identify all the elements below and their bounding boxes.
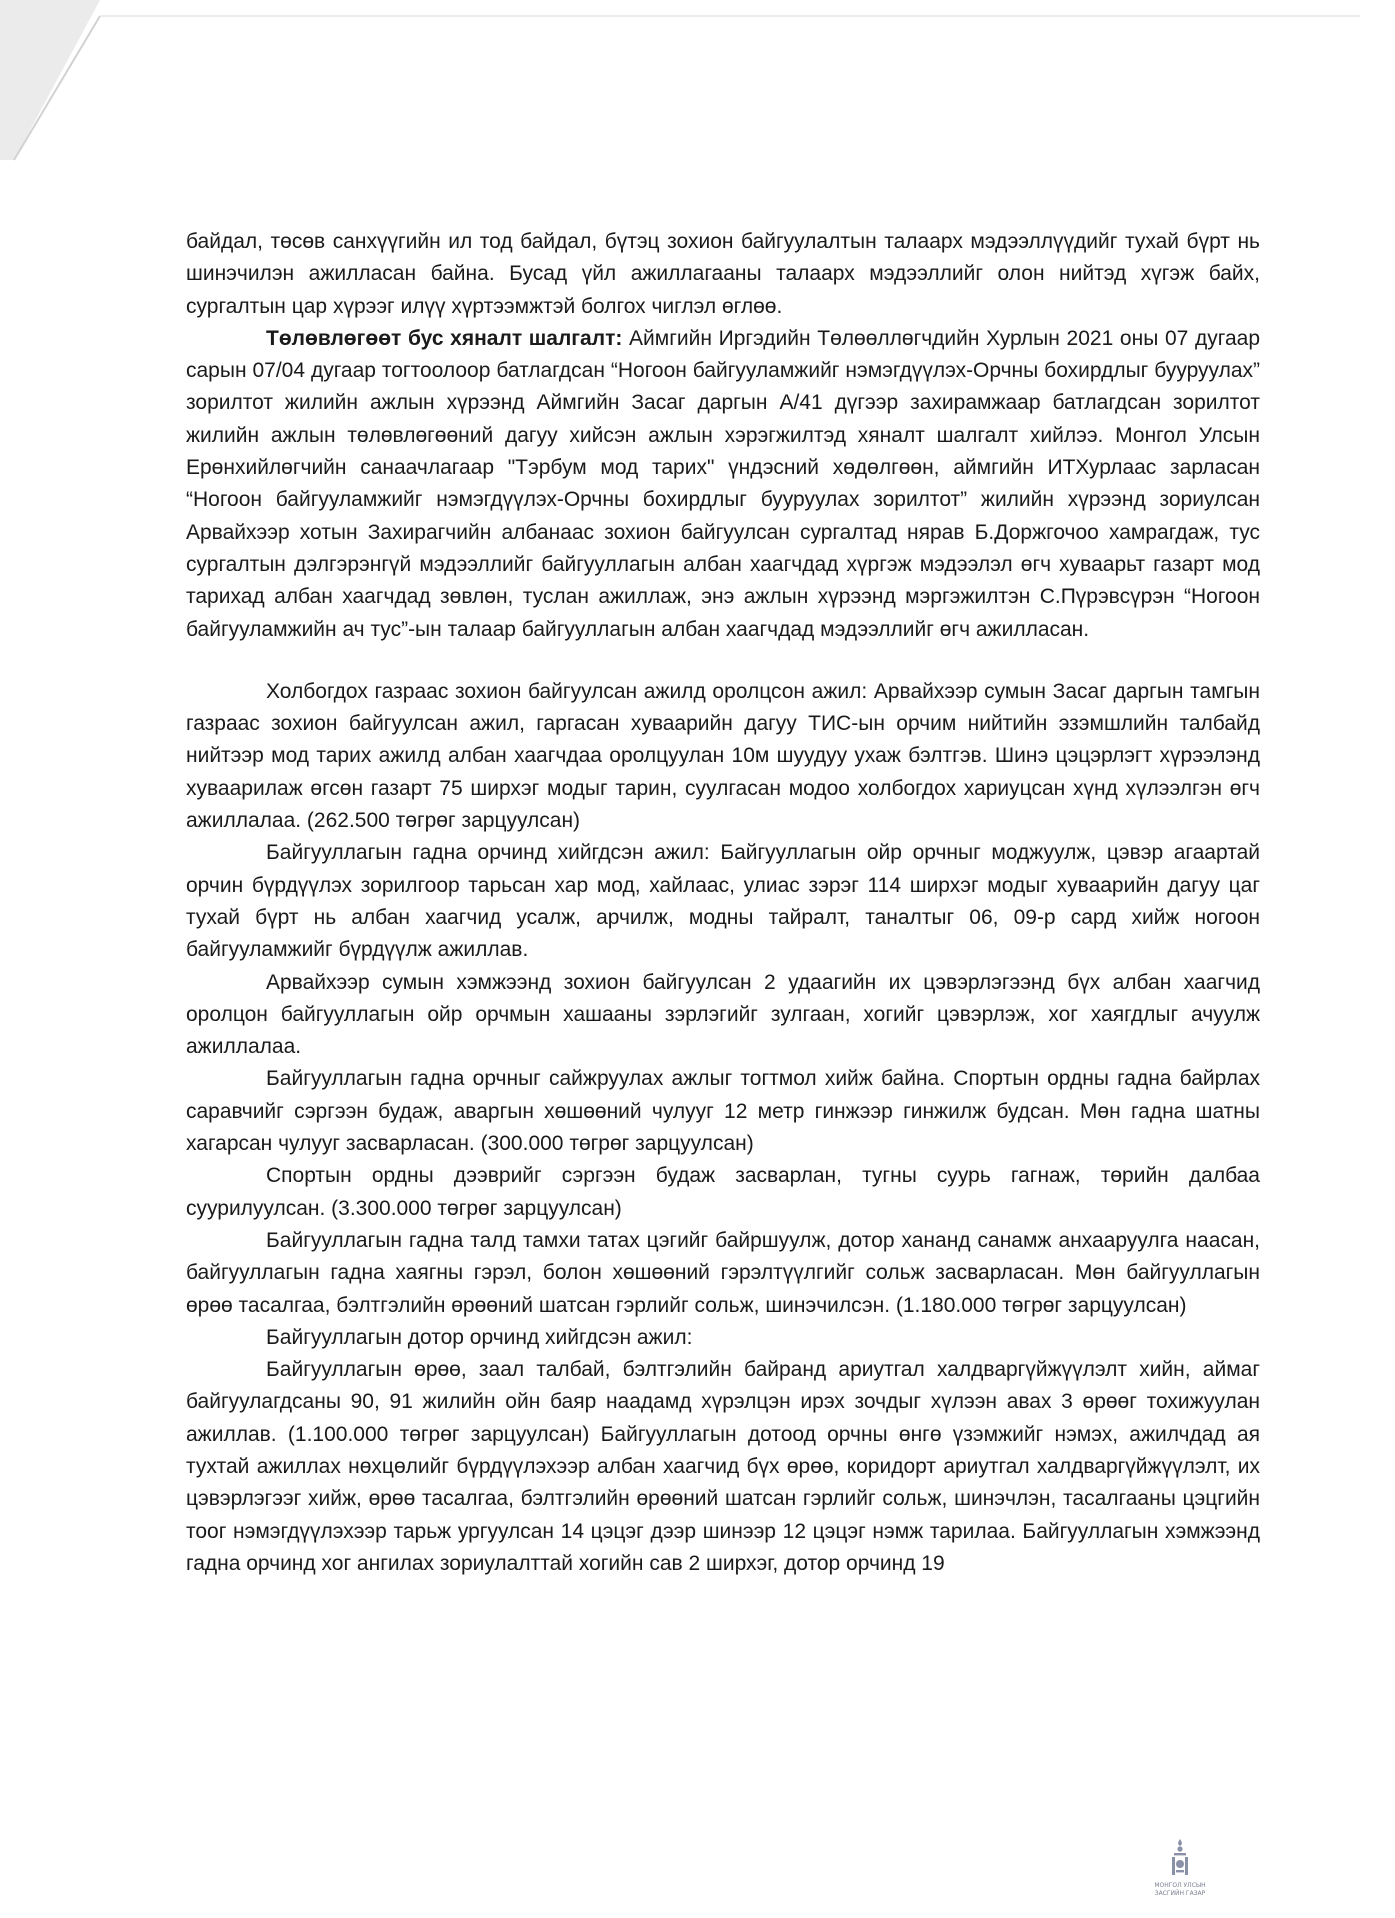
document-body xyxy=(186,226,1260,1580)
soyombo-icon xyxy=(1170,1838,1190,1878)
paragraph xyxy=(186,1160,1260,1225)
paragraph xyxy=(186,837,1260,966)
government-seal xyxy=(1144,1838,1216,1906)
seal-line-1: МОНГОЛ УЛСЫН xyxy=(1154,1882,1206,1889)
paragraph-text: Байгууллагын дотор орчинд хийгдсэн ажил: xyxy=(266,1325,693,1349)
paragraph xyxy=(186,1322,1260,1354)
paragraph-text: Байгууллагын гадна талд тамхи татах цэгийг байршуулж, дотор хананд санамж анхааруулга наасан, байгууллагын гадна хаягны гэрэл, болон хөшөөний гэрэлтүүлгийг сольж засварласан. Мөн байгууллагын өрөө тасалгаа, бэлтгэлийн өрөөний шатсан гэрлийг сольж, шинэчилсэн. (1.180.000 төгрөг зарцуулсан) xyxy=(186,1228,1260,1317)
paragraph xyxy=(186,1063,1260,1160)
scan-corner-shadow xyxy=(0,0,1395,200)
paragraph-text: Холбогдох газраас зохион байгуулсан ажилд оролцсон ажил: Арвайхээр сумын Засаг даргын тамгын газраас зохион байгуулсан ажил, гаргасан хуваарийн дагуу ТИС-ын орчим нийтийн эзэмшлийн талбайд нийтээр мод тарих ажилд албан хаагчдаа оролцуулан 10м шуудуу ухаж бэлтгэв. Шинэ цэцэрлэгт хүрээлэнд хуваарилаж өгсөн газарт 75 ширхэг модыг тарин, суулгасан модоо холбогдох хариуцсан хүнд хүлээлгэн өгч ажиллалаа. (262.500 төгрөг зарцуулсан) xyxy=(186,679,1260,833)
paragraph xyxy=(186,676,1260,837)
seal-caption xyxy=(1144,1882,1216,1898)
paragraph xyxy=(186,967,1260,1064)
paragraph-text: Спортын ордны дээврийг сэргээн будаж засварлан, тугны суурь гагнаж, төрийн далбаа суурилуулсан. (3.300.000 төгрөг зарцуулсан) xyxy=(186,1164,1260,1220)
paragraph xyxy=(186,1354,1260,1580)
paragraph-text: байдал, төсөв санхүүгийн ил тод байдал, бүтэц зохион байгуулалтын талаарх мэдээллүүдийг тухай бүрт нь шинэчилэн ажилласан байна. Бусад үйл ажиллагааны талаарх мэдээллийг олон нийтэд хүгэж байх, сургалтын цар хүрээг илүү хүртээмжтэй болгох чиглэл өглөө. xyxy=(186,230,1260,318)
paragraph-text: Байгууллагын гадна орчинд хийгдсэн ажил: Байгууллагын ойр орчныг моджуулж, цэвэр агаартай орчин бүрдүүлэх зорилгоор тарьсан хар мод, хайлаас, улиас зэрэг 114 ширхэг модыг хуваарийн дагуу цаг тухай бүрт нь албан хаагчид усалж, арчилж, модны тайралт, таналтыг 06, 09-р сард хийж ногоон байгууламжийг бүрдүүлж ажиллав. xyxy=(186,841,1260,962)
paragraph xyxy=(186,323,1260,646)
seal-line-2: ЗАСГИЙН ГАЗАР xyxy=(1154,1890,1206,1897)
paragraph-text: Байгууллагын өрөө, заал талбай, бэлтгэлийн байранд ариутгал халдваргүйжүүлэлт хийн, аймаг байгуулагдсаны 90, 91 жилийн ойн баяр наадамд хүрэлцэн ирэх зочдыг хүлээн авах 3 өрөөг тохижуулан ажиллав. (1.100.000 төгрөг зарцуулсан) Байгууллагын дотоод орчны өнгө үзэмжийг нэмэх, ажилчдад ая тухтай ажиллах нөхцөлийг бүрдүүлэхээр албан хаагчид бүх өрөө, коридорт ариутгал халдваргүйжүүлэлт, их цэвэрлэгээг хийж, өрөө тасалгаа, бэлтгэлийн өрөөний шатсан гэрлийг сольж, шинэчлэн, тасалгааны цэцгийн тоог нэмэгдүүлэхээр тарьж ургуулсан 14 цэцэг дээр шинээр 12 цэцэг нэмж тарилаа. Байгууллагын хэмжээнд гадна орчинд хог ангилах зориулалттай хогийн сав 2 ширхэг, дотор орчинд 19 xyxy=(186,1358,1260,1575)
paragraph-text: Арвайхээр сумын хэмжээнд зохион байгуулсан 2 удаагийн их цэвэрлэгээнд бүх албан хаагчид оролцон байгууллагын ойр орчмын хашааны зэрлэгийг зулгаан, хогийг цэвэрлэж, хог хаягдлыг ачуулж ажиллалаа. xyxy=(186,970,1260,1059)
paragraph-text: Аймгийн Иргэдийн Төлөөллөгчдийн Хурлын 2021 оны 07 дугаар сарын 07/04 дугаар тогтоолоор батлагдсан “Ногоон байгууламжийг нэмэгдүүлэх-Орчны бохирдлыг бууруулах” зорилтот жилийн ажлын хүрээнд Аймгийн Засаг даргын А/41 дүгээр захирамжаар батлагдсан зорилтот жилийн ажлын төлөвлөгөөний дагуу хийсэн ажлын хэрэгжилтэд хяналт шалгалт хийлээ. Монгол Улсын Ерөнхийлөгчийн санаачлагаар "Тэрбум мод тарих" үндэсний хөдөлгөөн, аймгийн ИТХурлаас зарласан “Ногоон байгууламжийг нэмэгдүүлэх-Орчны бохирдлыг бууруулах зорилтот” жилийн хүрээнд зориулсан Арвайхээр хотын Захирагчийн албанаас зохион байгуулсан сургалтад нярав Б.Доржгочоо хамрагдаж, тус сургалтын дэлгэрэнгүй мэдээллийг байгууллагын албан хаагчдад хүргэж мэдээлэл өгч хуваарьт газарт мод тарихад албан хаагчдад зөвлөн, туслан ажиллаж, энэ ажлын хүрээнд мэргэжилтэн С.Пүрэвсүрэн “Ногоон байгууламжийн ач тус”-ын талаар байгууллагын албан хаагчдад мэдээллийг өгч ажилласан. xyxy=(186,326,1260,641)
paragraph xyxy=(186,226,1260,323)
paragraph-lead: Төлөвлөгөөт бус хяналт шалгалт: xyxy=(266,326,623,350)
paragraph xyxy=(186,1225,1260,1322)
paragraph-text: Байгууллагын гадна орчныг сайжруулах ажлыг тогтмол хийж байна. Спортын ордны гадна байрлах саравчийг сэргээн будаж, аваргын хөшөөний чулууг 12 метр гинжээр гинжилж будсан. Мөн гадна шатны хагарсан чулууг засварласан. (300.000 төгрөг зарцуулсан) xyxy=(186,1067,1260,1156)
